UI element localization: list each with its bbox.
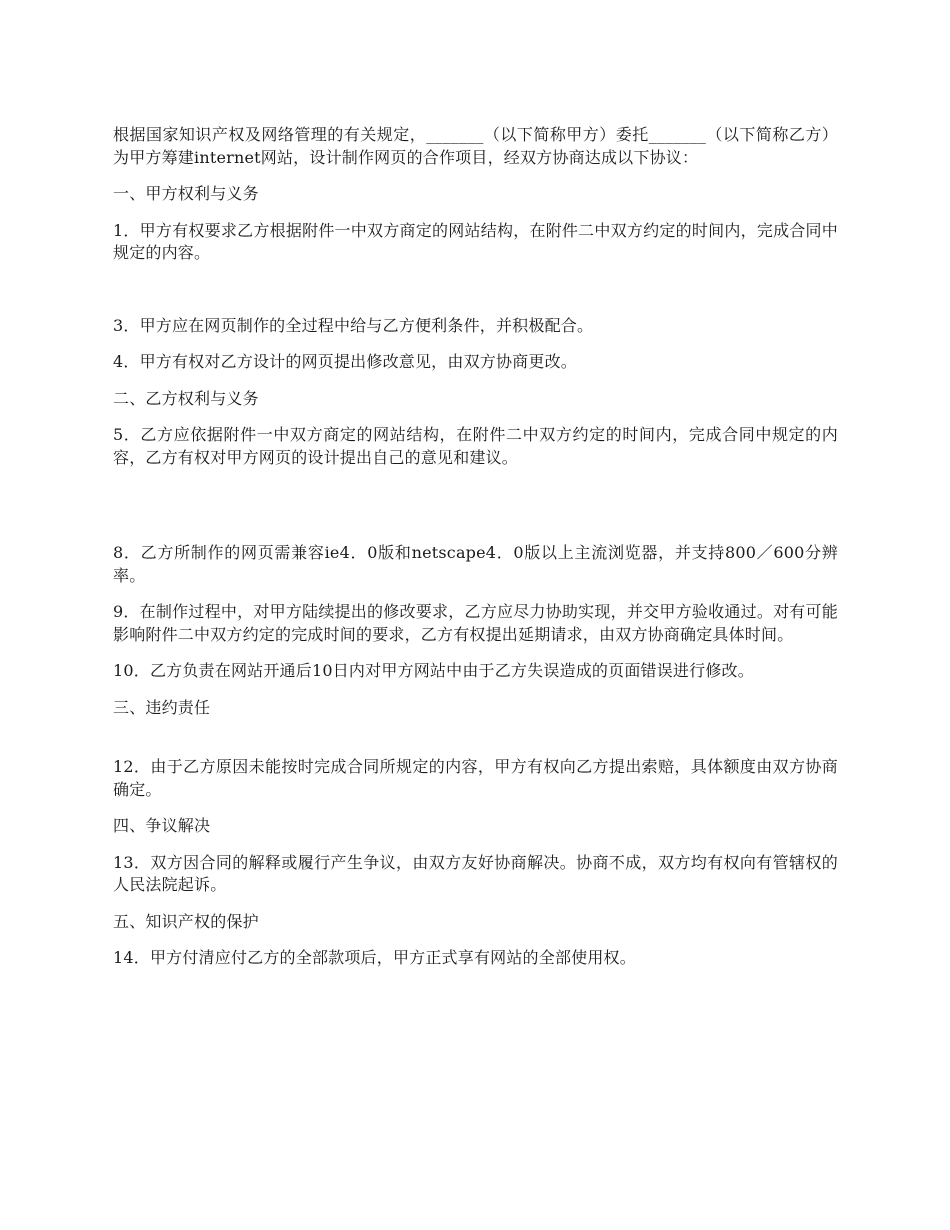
section-heading-5: 五、知识产权的保护 xyxy=(113,911,259,931)
section-heading-1: 一、甲方权利与义务 xyxy=(113,184,259,203)
clause-4: 4．甲方有权对乙方设计的网页提出修改意见，由双方协商更改。 xyxy=(113,352,577,371)
document-body xyxy=(113,124,838,970)
clause-14: 14．甲方付清应付乙方的全部款项后，甲方正式享有网站的全部使用权。 xyxy=(113,948,636,967)
section-heading-2: 二、乙方权利与义务 xyxy=(113,388,259,408)
clause-12: 12．由于乙方原因未能按时完成合同所规定的内容，甲方有权向乙方提出索赔，具体额度由双方协商确定。 xyxy=(113,757,838,799)
section-heading-3: 三、违约责任 xyxy=(113,697,211,717)
clause-1: 1．甲方有权要求乙方根据附件一中双方商定的网站结构，在附件二中双方约定的时间内，完成合同中规定的内容。 xyxy=(113,220,838,262)
clause-13: 13．双方因合同的解释或履行产生争议，由双方友好协商解决。协商不成，双方均有权向有管辖权的人民法院起诉。 xyxy=(113,852,838,894)
clause-3: 3．甲方应在网页制作的全过程中给与乙方便利条件，并积极配合。 xyxy=(113,315,594,335)
intro-paragraph: 根据国家知识产权及网络管理的有关规定，_______（以下简称甲方）委托_______（以下简称乙方）为甲方筹建internet网站，设计制作网页的合作项目，经双方协商达成以下协议： xyxy=(113,125,838,167)
clause-8: 8．乙方所制作的网页需兼容ie4．0版和netscape4．0版以上主流浏览器，并支持800／600分辨率。 xyxy=(113,543,838,585)
clause-5: 5．乙方应依据附件一中双方商定的网站结构，在附件二中双方约定的时间内，完成合同中规定的内容，乙方有权对甲方网页的设计提出自己的意见和建议。 xyxy=(113,425,838,467)
clause-10: 10．乙方负责在网站开通后10日内对甲方网站中由于乙方失误造成的页面错误进行修改。 xyxy=(113,661,754,680)
clause-9: 9．在制作过程中，对甲方陆续提出的修改要求，乙方应尽力协助实现，并交甲方验收通过。对有可能影响附件二中双方约定的完成时间的要求，乙方有权提出延期请求，由双方协商确定具体时间。 xyxy=(113,602,838,644)
section-heading-4: 四、争议解决 xyxy=(113,816,211,835)
